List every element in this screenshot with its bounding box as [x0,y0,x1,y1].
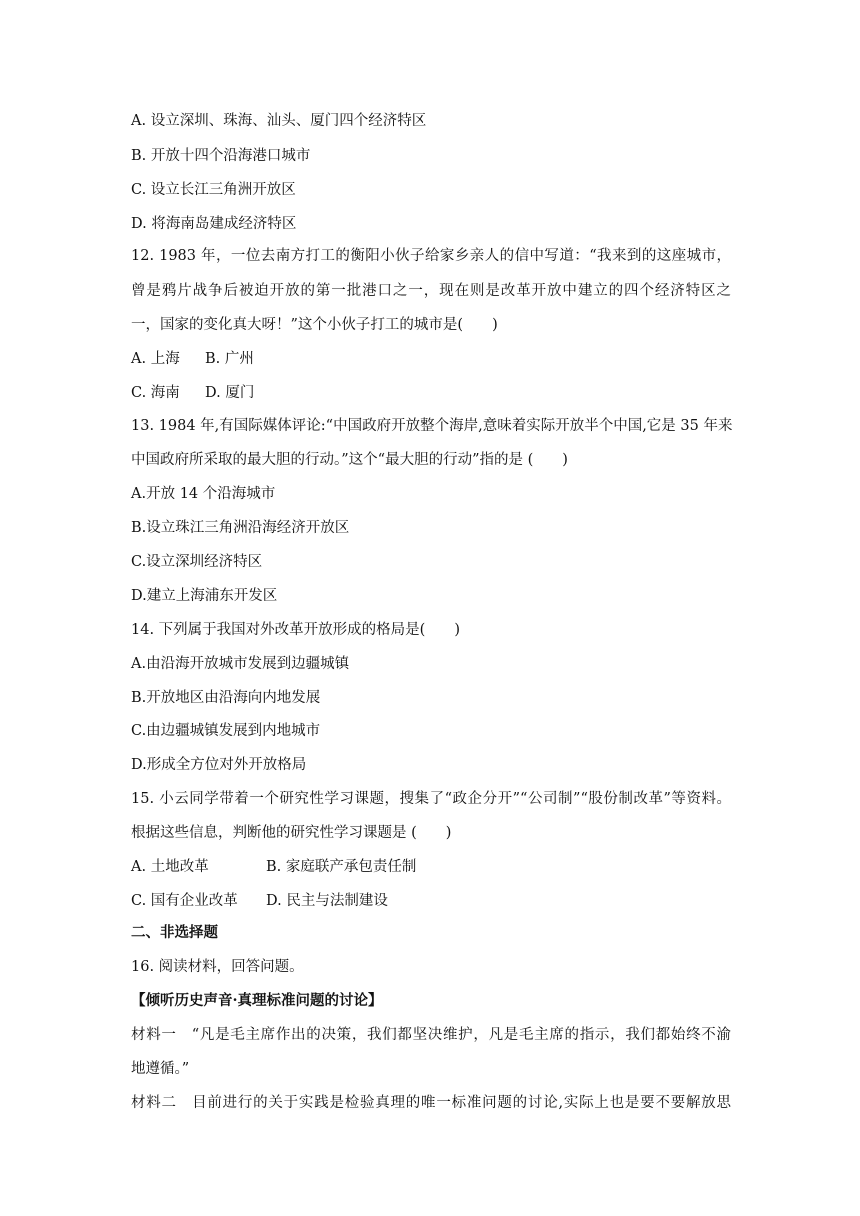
q12-option-c: C. 海南 [131,385,180,401]
q12-option-a: A. 上海 [131,351,180,367]
q13-option-b: B.设立珠江三角洲沿海经济开放区 [131,520,350,536]
q16-stem: 16. 阅读材料，回答问题。 [131,959,304,975]
q15-stem-line1: 15. 小云同学带着一个研究性学习课题，搜集了“政企分开”“公司制”“股份制改革”等资料。 [131,791,731,807]
q12-stem-line1: 12. 1983 年，一位去南方打工的衡阳小伙子给家乡亲人的信中写道：“我来到的这座城市， [131,248,731,264]
q15-options-row2 [131,891,731,911]
q13-option-a: A.开放 14 个沿海城市 [131,486,276,502]
q12-stem-line3: 一，国家的变化真大呀！”这个小伙子打工的城市是( ) [131,317,498,333]
q14-stem: 14. 下列属于我国对外改革开放形成的格局是( ) [131,622,460,638]
q11-option-c: C. 设立长江三角洲开放区 [131,182,296,198]
q12-options-row2 [131,383,731,403]
q15-option-c: C. 国有企业改革 [131,893,238,909]
q16-material-title: 【倾听历史声音·真理标准问题的讨论】 [131,992,383,1009]
q13-stem-line1: 13. 1984 年,有国际媒体评论:“中国政府开放整个海岸,意味着实际开放半个中国,它是 35 年来 [131,418,733,434]
section-heading: 二、非选择题 [131,924,218,941]
q14-option-d: D.形成全方位对外开放格局 [131,757,307,773]
q13-option-c: C.设立深圳经济特区 [131,554,263,570]
q11-option-b: B. 开放十四个沿海港口城市 [131,148,311,164]
q11-option-a: A. 设立深圳、珠海、汕头、厦门四个经济特区 [131,113,427,129]
q11-option-d: D. 将海南岛建成经济特区 [131,216,297,232]
q15-option-b: B. 家庭联产承包责任制 [266,859,417,875]
q14-option-a: A.由沿海开放城市发展到边疆城镇 [131,656,350,672]
q15-options-row1 [131,857,731,877]
q13-option-d: D.建立上海浦东开发区 [131,588,278,604]
q12-option-b: B. 广州 [205,351,254,367]
q15-option-d: D. 民主与法制建设 [266,893,388,909]
q12-stem-line2: 曾是鸦片战争后被迫开放的第一批港口之一，现在则是改革开放中建立的四个经济特区之 [131,283,731,299]
q15-option-a: A. 土地改革 [131,859,209,875]
material-one-line1: 材料一 “凡是毛主席作出的决策，我们都坚决维护，凡是毛主席的指示，我们都始终不渝 [131,1027,731,1043]
q14-option-c: C.由边疆城镇发展到内地城市 [131,723,321,739]
q13-stem-line2: 中国政府所采取的最大胆的行动。”这个“最大胆的行动”指的是 ( ) [131,452,568,468]
material-two-line1: 材料二 目前进行的关于实践是检验真理的唯一标准问题的讨论,实际上也是要不要解放思 [131,1095,731,1111]
q15-stem-line2: 根据这些信息，判断他的研究性学习课题是 ( ) [131,825,452,841]
q14-option-b: B.开放地区由沿海向内地发展 [131,690,321,706]
material-one-line2: 地遵循。” [131,1061,190,1077]
q12-option-d: D. 厦门 [205,385,255,401]
q12-options-row1 [131,349,731,369]
